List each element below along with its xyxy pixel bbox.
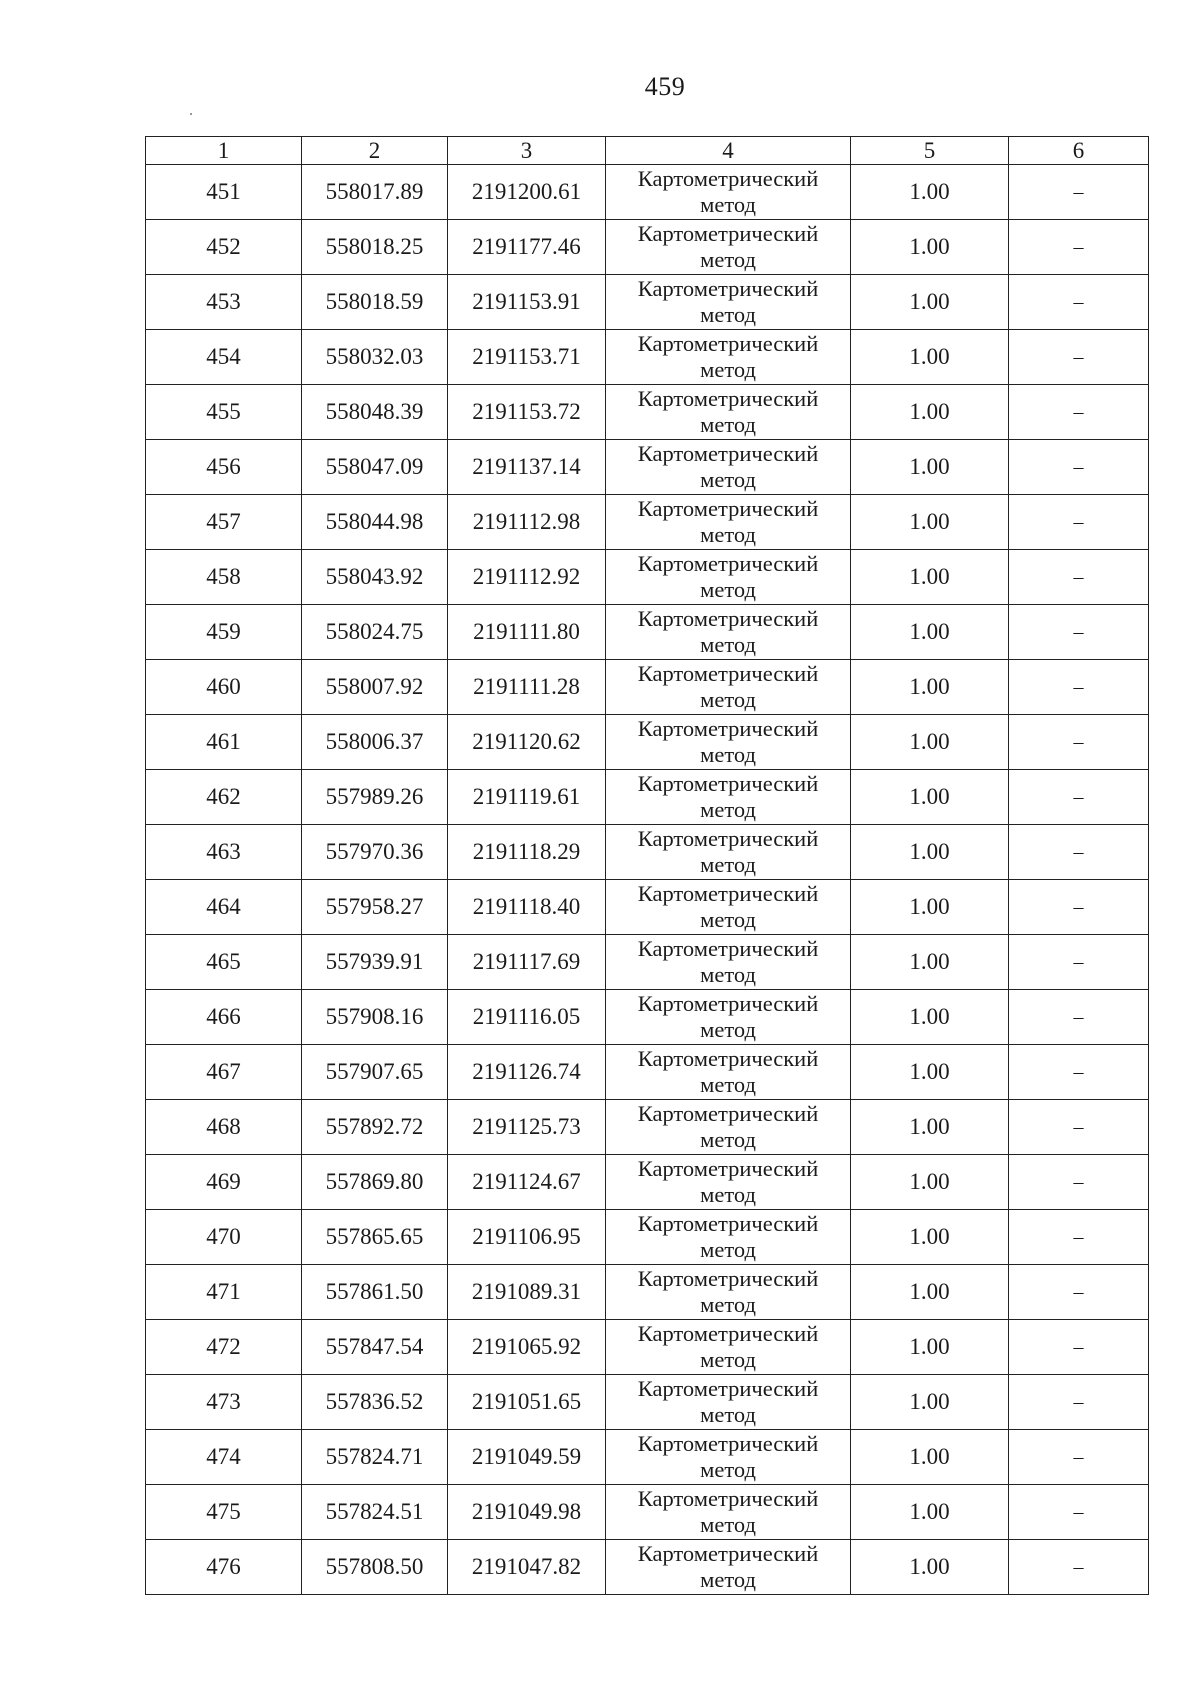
- note-cell: –: [1009, 440, 1149, 495]
- point-number-cell: 464: [146, 880, 302, 935]
- y-coordinate-cell: 2191153.72: [448, 385, 606, 440]
- note-cell: –: [1009, 495, 1149, 550]
- accuracy-cell: 1.00: [851, 165, 1009, 220]
- method-line-1: Картометрический: [637, 221, 819, 246]
- x-coordinate-cell: 557939.91: [302, 935, 448, 990]
- method-line-2: метод: [700, 1512, 756, 1537]
- accuracy-cell: 1.00: [851, 220, 1009, 275]
- y-coordinate-cell: 2191111.80: [448, 605, 606, 660]
- x-coordinate-cell: 557892.72: [302, 1100, 448, 1155]
- y-coordinate-cell: 2191125.73: [448, 1100, 606, 1155]
- point-number-cell: 460: [146, 660, 302, 715]
- table-row: [146, 1375, 1149, 1430]
- method-line-1: Картометрический: [637, 1046, 819, 1071]
- table-row: [146, 1155, 1149, 1210]
- x-coordinate-cell: 558007.92: [302, 660, 448, 715]
- note-cell: –: [1009, 990, 1149, 1045]
- header-col-4: 4: [606, 137, 851, 165]
- table-row: [146, 1100, 1149, 1155]
- table-header: [146, 137, 1149, 165]
- method-line-2: метод: [700, 1292, 756, 1317]
- method-line-2: метод: [700, 302, 756, 327]
- x-coordinate-cell: 558018.59: [302, 275, 448, 330]
- method-cell: [606, 165, 851, 220]
- accuracy-cell: 1.00: [851, 495, 1009, 550]
- x-coordinate-cell: 558017.89: [302, 165, 448, 220]
- method-line-2: метод: [700, 1402, 756, 1427]
- y-coordinate-cell: 2191153.91: [448, 275, 606, 330]
- accuracy-cell: 1.00: [851, 825, 1009, 880]
- table-row: [146, 715, 1149, 770]
- accuracy-cell: 1.00: [851, 990, 1009, 1045]
- table-row: [146, 330, 1149, 385]
- table-row: [146, 550, 1149, 605]
- point-number-cell: 466: [146, 990, 302, 1045]
- table-row: [146, 825, 1149, 880]
- note-cell: –: [1009, 605, 1149, 660]
- method-cell: [606, 220, 851, 275]
- method-line-1: Картометрический: [637, 1211, 819, 1236]
- x-coordinate-cell: 558048.39: [302, 385, 448, 440]
- accuracy-cell: 1.00: [851, 770, 1009, 825]
- note-cell: –: [1009, 330, 1149, 385]
- note-cell: –: [1009, 1430, 1149, 1485]
- table-row: [146, 440, 1149, 495]
- y-coordinate-cell: 2191177.46: [448, 220, 606, 275]
- accuracy-cell: 1.00: [851, 880, 1009, 935]
- y-coordinate-cell: 2191124.67: [448, 1155, 606, 1210]
- method-line-2: метод: [700, 412, 756, 437]
- method-line-1: Картометрический: [637, 331, 819, 356]
- y-coordinate-cell: 2191089.31: [448, 1265, 606, 1320]
- method-cell: [606, 330, 851, 385]
- table-row: [146, 1210, 1149, 1265]
- accuracy-cell: 1.00: [851, 1320, 1009, 1375]
- y-coordinate-cell: 2191051.65: [448, 1375, 606, 1430]
- x-coordinate-cell: 557847.54: [302, 1320, 448, 1375]
- point-number-cell: 474: [146, 1430, 302, 1485]
- note-cell: –: [1009, 715, 1149, 770]
- method-line-1: Картометрический: [637, 881, 819, 906]
- note-cell: –: [1009, 1265, 1149, 1320]
- point-number-cell: 463: [146, 825, 302, 880]
- y-coordinate-cell: 2191106.95: [448, 1210, 606, 1265]
- method-line-2: метод: [700, 1182, 756, 1207]
- method-line-2: метод: [700, 357, 756, 382]
- table-row: [146, 1045, 1149, 1100]
- table-row: [146, 1485, 1149, 1540]
- x-coordinate-cell: 557808.50: [302, 1540, 448, 1595]
- x-coordinate-cell: 558044.98: [302, 495, 448, 550]
- method-cell: [606, 1485, 851, 1540]
- accuracy-cell: 1.00: [851, 440, 1009, 495]
- method-cell: [606, 1155, 851, 1210]
- y-coordinate-cell: 2191111.28: [448, 660, 606, 715]
- table-row: [146, 935, 1149, 990]
- method-cell: [606, 990, 851, 1045]
- x-coordinate-cell: 557908.16: [302, 990, 448, 1045]
- accuracy-cell: 1.00: [851, 1540, 1009, 1595]
- method-line-2: метод: [700, 1017, 756, 1042]
- point-number-cell: 457: [146, 495, 302, 550]
- method-line-2: метод: [700, 577, 756, 602]
- method-line-1: Картометрический: [637, 166, 819, 191]
- table-row: [146, 1540, 1149, 1595]
- method-line-1: Картометрический: [637, 1101, 819, 1126]
- table-row: [146, 385, 1149, 440]
- accuracy-cell: 1.00: [851, 385, 1009, 440]
- header-col-3: 3: [448, 137, 606, 165]
- note-cell: –: [1009, 880, 1149, 935]
- header-col-1: 1: [146, 137, 302, 165]
- accuracy-cell: 1.00: [851, 330, 1009, 385]
- method-line-2: метод: [700, 962, 756, 987]
- x-coordinate-cell: 557970.36: [302, 825, 448, 880]
- point-number-cell: 471: [146, 1265, 302, 1320]
- method-cell: [606, 935, 851, 990]
- scan-speck: [190, 113, 192, 115]
- y-coordinate-cell: 2191137.14: [448, 440, 606, 495]
- method-cell: [606, 1265, 851, 1320]
- note-cell: –: [1009, 825, 1149, 880]
- method-cell: [606, 385, 851, 440]
- method-line-2: метод: [700, 797, 756, 822]
- method-cell: [606, 275, 851, 330]
- table-row: [146, 165, 1149, 220]
- note-cell: –: [1009, 1100, 1149, 1155]
- method-cell: [606, 1100, 851, 1155]
- method-line-1: Картометрический: [637, 661, 819, 686]
- method-cell: [606, 770, 851, 825]
- accuracy-cell: 1.00: [851, 1155, 1009, 1210]
- table-body: [146, 165, 1149, 1595]
- method-line-2: метод: [700, 687, 756, 712]
- y-coordinate-cell: 2191200.61: [448, 165, 606, 220]
- note-cell: –: [1009, 1485, 1149, 1540]
- method-cell: [606, 550, 851, 605]
- method-line-1: Картометрический: [637, 1266, 819, 1291]
- table-row: [146, 605, 1149, 660]
- point-number-cell: 469: [146, 1155, 302, 1210]
- point-number-cell: 468: [146, 1100, 302, 1155]
- method-line-1: Картометрический: [637, 1321, 819, 1346]
- y-coordinate-cell: 2191118.40: [448, 880, 606, 935]
- method-cell: [606, 1210, 851, 1265]
- y-coordinate-cell: 2191116.05: [448, 990, 606, 1045]
- method-cell: [606, 660, 851, 715]
- accuracy-cell: 1.00: [851, 1485, 1009, 1540]
- point-number-cell: 473: [146, 1375, 302, 1430]
- y-coordinate-cell: 2191119.61: [448, 770, 606, 825]
- point-number-cell: 453: [146, 275, 302, 330]
- method-line-2: метод: [700, 1347, 756, 1372]
- coordinates-table: [145, 136, 1149, 1595]
- point-number-cell: 455: [146, 385, 302, 440]
- note-cell: –: [1009, 550, 1149, 605]
- page-number: 459: [644, 72, 686, 101]
- point-number-cell: 459: [146, 605, 302, 660]
- x-coordinate-cell: 557869.80: [302, 1155, 448, 1210]
- table-row: [146, 275, 1149, 330]
- method-line-1: Картометрический: [637, 386, 819, 411]
- x-coordinate-cell: 558006.37: [302, 715, 448, 770]
- note-cell: –: [1009, 275, 1149, 330]
- method-line-1: Картометрический: [637, 276, 819, 301]
- table-row: [146, 660, 1149, 715]
- point-number-cell: 458: [146, 550, 302, 605]
- table-row: [146, 880, 1149, 935]
- accuracy-cell: 1.00: [851, 1045, 1009, 1100]
- point-number-cell: 462: [146, 770, 302, 825]
- table-row: [146, 1430, 1149, 1485]
- accuracy-cell: 1.00: [851, 1375, 1009, 1430]
- accuracy-cell: 1.00: [851, 935, 1009, 990]
- method-line-2: метод: [700, 1072, 756, 1097]
- accuracy-cell: 1.00: [851, 1430, 1009, 1485]
- method-line-2: метод: [700, 247, 756, 272]
- note-cell: –: [1009, 935, 1149, 990]
- method-line-2: метод: [700, 907, 756, 932]
- method-line-1: Картометрический: [637, 771, 819, 796]
- method-line-1: Картометрический: [637, 441, 819, 466]
- method-line-2: метод: [700, 852, 756, 877]
- method-line-1: Картометрический: [637, 496, 819, 521]
- note-cell: –: [1009, 1540, 1149, 1595]
- y-coordinate-cell: 2191117.69: [448, 935, 606, 990]
- note-cell: –: [1009, 1155, 1149, 1210]
- header-row: [146, 137, 1149, 165]
- x-coordinate-cell: 557836.52: [302, 1375, 448, 1430]
- method-line-1: Картометрический: [637, 1156, 819, 1181]
- method-line-2: метод: [700, 1457, 756, 1482]
- point-number-cell: 456: [146, 440, 302, 495]
- method-line-1: Картометрический: [637, 606, 819, 631]
- header-col-5: 5: [851, 137, 1009, 165]
- method-line-2: метод: [700, 1237, 756, 1262]
- y-coordinate-cell: 2191118.29: [448, 825, 606, 880]
- method-line-2: метод: [700, 1127, 756, 1152]
- method-cell: [606, 880, 851, 935]
- x-coordinate-cell: 557989.26: [302, 770, 448, 825]
- note-cell: –: [1009, 1320, 1149, 1375]
- table-row: [146, 1265, 1149, 1320]
- point-number-cell: 454: [146, 330, 302, 385]
- method-cell: [606, 1320, 851, 1375]
- method-cell: [606, 1375, 851, 1430]
- x-coordinate-cell: 557907.65: [302, 1045, 448, 1100]
- y-coordinate-cell: 2191120.62: [448, 715, 606, 770]
- note-cell: –: [1009, 1045, 1149, 1100]
- method-line-2: метод: [700, 742, 756, 767]
- point-number-cell: 472: [146, 1320, 302, 1375]
- y-coordinate-cell: 2191153.71: [448, 330, 606, 385]
- method-cell: [606, 1430, 851, 1485]
- accuracy-cell: 1.00: [851, 715, 1009, 770]
- table-row: [146, 495, 1149, 550]
- note-cell: –: [1009, 220, 1149, 275]
- method-line-2: метод: [700, 192, 756, 217]
- method-line-1: Картометрический: [637, 1486, 819, 1511]
- method-line-2: метод: [700, 522, 756, 547]
- accuracy-cell: 1.00: [851, 660, 1009, 715]
- x-coordinate-cell: 558024.75: [302, 605, 448, 660]
- method-cell: [606, 605, 851, 660]
- point-number-cell: 452: [146, 220, 302, 275]
- point-number-cell: 465: [146, 935, 302, 990]
- header-col-6: 6: [1009, 137, 1149, 165]
- x-coordinate-cell: 557865.65: [302, 1210, 448, 1265]
- method-line-1: Картометрический: [637, 716, 819, 741]
- y-coordinate-cell: 2191065.92: [448, 1320, 606, 1375]
- method-cell: [606, 715, 851, 770]
- point-number-cell: 475: [146, 1485, 302, 1540]
- accuracy-cell: 1.00: [851, 1100, 1009, 1155]
- table-row: [146, 990, 1149, 1045]
- point-number-cell: 476: [146, 1540, 302, 1595]
- method-cell: [606, 825, 851, 880]
- accuracy-cell: 1.00: [851, 1265, 1009, 1320]
- method-line-1: Картометрический: [637, 1541, 819, 1566]
- method-line-1: Картометрический: [637, 936, 819, 961]
- note-cell: –: [1009, 770, 1149, 825]
- point-number-cell: 461: [146, 715, 302, 770]
- accuracy-cell: 1.00: [851, 550, 1009, 605]
- method-cell: [606, 1045, 851, 1100]
- x-coordinate-cell: 557824.51: [302, 1485, 448, 1540]
- table-row: [146, 1320, 1149, 1375]
- method-line-1: Картометрический: [637, 1431, 819, 1456]
- method-line-1: Картометрический: [637, 1376, 819, 1401]
- x-coordinate-cell: 558018.25: [302, 220, 448, 275]
- y-coordinate-cell: 2191112.92: [448, 550, 606, 605]
- note-cell: –: [1009, 385, 1149, 440]
- method-cell: [606, 495, 851, 550]
- method-line-2: метод: [700, 1567, 756, 1592]
- y-coordinate-cell: 2191049.59: [448, 1430, 606, 1485]
- header-col-2: 2: [302, 137, 448, 165]
- y-coordinate-cell: 2191126.74: [448, 1045, 606, 1100]
- note-cell: –: [1009, 1210, 1149, 1265]
- point-number-cell: 470: [146, 1210, 302, 1265]
- point-number-cell: 451: [146, 165, 302, 220]
- note-cell: –: [1009, 165, 1149, 220]
- table-row: [146, 220, 1149, 275]
- method-line-1: Картометрический: [637, 826, 819, 851]
- method-line-2: метод: [700, 632, 756, 657]
- y-coordinate-cell: 2191112.98: [448, 495, 606, 550]
- x-coordinate-cell: 557824.71: [302, 1430, 448, 1485]
- method-cell: [606, 1540, 851, 1595]
- note-cell: –: [1009, 1375, 1149, 1430]
- y-coordinate-cell: 2191047.82: [448, 1540, 606, 1595]
- note-cell: –: [1009, 660, 1149, 715]
- table-row: [146, 770, 1149, 825]
- x-coordinate-cell: 558043.92: [302, 550, 448, 605]
- x-coordinate-cell: 557958.27: [302, 880, 448, 935]
- point-number-cell: 467: [146, 1045, 302, 1100]
- x-coordinate-cell: 558047.09: [302, 440, 448, 495]
- accuracy-cell: 1.00: [851, 605, 1009, 660]
- method-cell: [606, 440, 851, 495]
- method-line-2: метод: [700, 467, 756, 492]
- accuracy-cell: 1.00: [851, 1210, 1009, 1265]
- x-coordinate-cell: 557861.50: [302, 1265, 448, 1320]
- method-line-1: Картометрический: [637, 551, 819, 576]
- method-line-1: Картометрический: [637, 991, 819, 1016]
- accuracy-cell: 1.00: [851, 275, 1009, 330]
- y-coordinate-cell: 2191049.98: [448, 1485, 606, 1540]
- x-coordinate-cell: 558032.03: [302, 330, 448, 385]
